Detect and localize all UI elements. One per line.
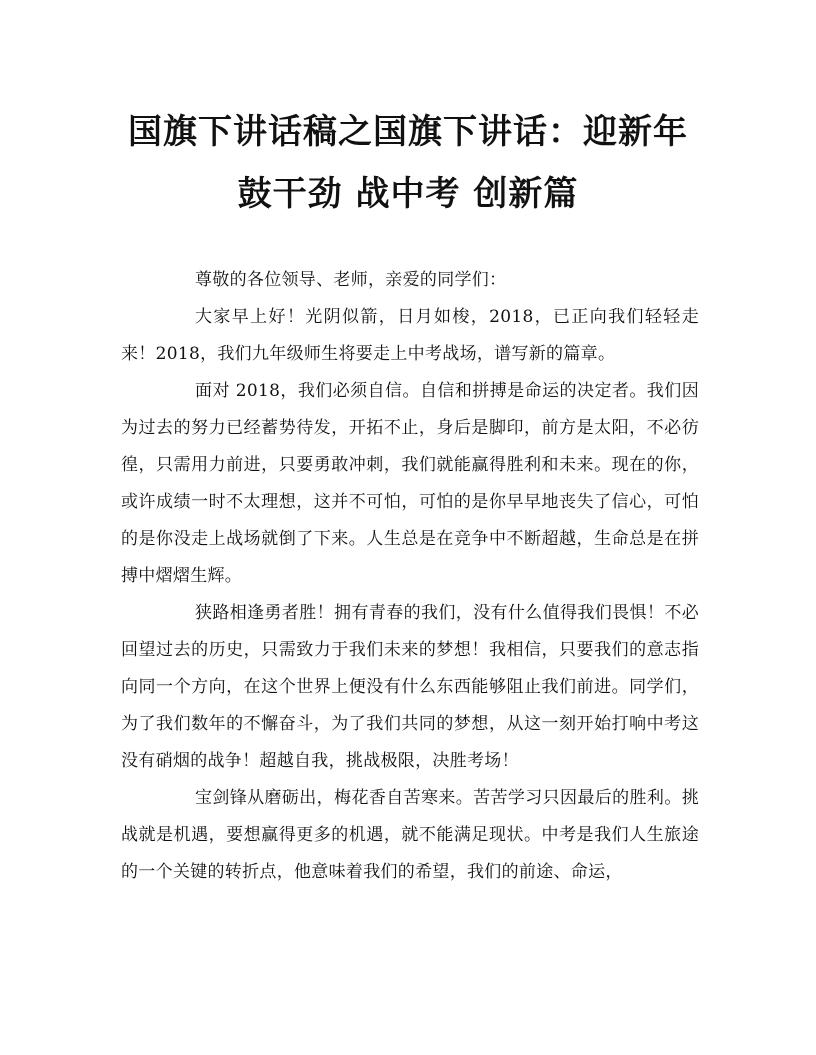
paragraph-1: 大家早上好！光阴似箭，日月如梭，2018，已正向我们轻轻走来！2018，我们九年级师生将要走上中考战场，谱写新的篇章。 xyxy=(121,307,699,364)
document-title-line-1: 国旗下讲话稿之国旗下讲话：迎新年 xyxy=(128,112,688,152)
paragraph-2: 面对 2018，我们必须自信。自信和拼搏是命运的决定者。我们因为过去的努力已经蓄势待发，开拓不止，身后是脚印，前方是太阳，不必彷徨，只需用力前进，只要勇敢冲刺，我们就能赢得胜利和未来。现在的你，或许成绩一时不太理想，这并不可怕，可怕的是你早早地丧失了信心，可怕的是你没走上战场就倒了下来。人生总是在竞争中不断超越，生命总是在拼搏中熠熠生辉。 xyxy=(121,381,699,586)
document-body xyxy=(121,262,699,891)
paragraph-4: 宝剑锋从磨砺出，梅花香自苦寒来。苦苦学习只因最后的胜利。挑战就是机遇，要想赢得更多的机遇，就不能满足现状。中考是我们人生旅途的一个关键的转折点，他意味着我们的希望，我们的前途、命运， xyxy=(121,788,699,882)
salutation: 尊敬的各位领导、老师，亲爱的同学们： xyxy=(195,270,507,290)
paragraph-3: 狭路相逢勇者胜！拥有青春的我们，没有什么值得我们畏惧！不必回望过去的历史，只需致力于我们未来的梦想！我相信，只要我们的意志指向同一个方向，在这个世界上便没有什么东西能够阻止我们前进。同学们，为了我们数年的不懈奋斗，为了我们共同的梦想，从这一刻开始打响中考这没有硝烟的战争！超越自我，挑战极限，决胜考场！ xyxy=(121,603,699,771)
document-title-line-2: 鼓干劲 战中考 创新篇 xyxy=(237,174,579,214)
